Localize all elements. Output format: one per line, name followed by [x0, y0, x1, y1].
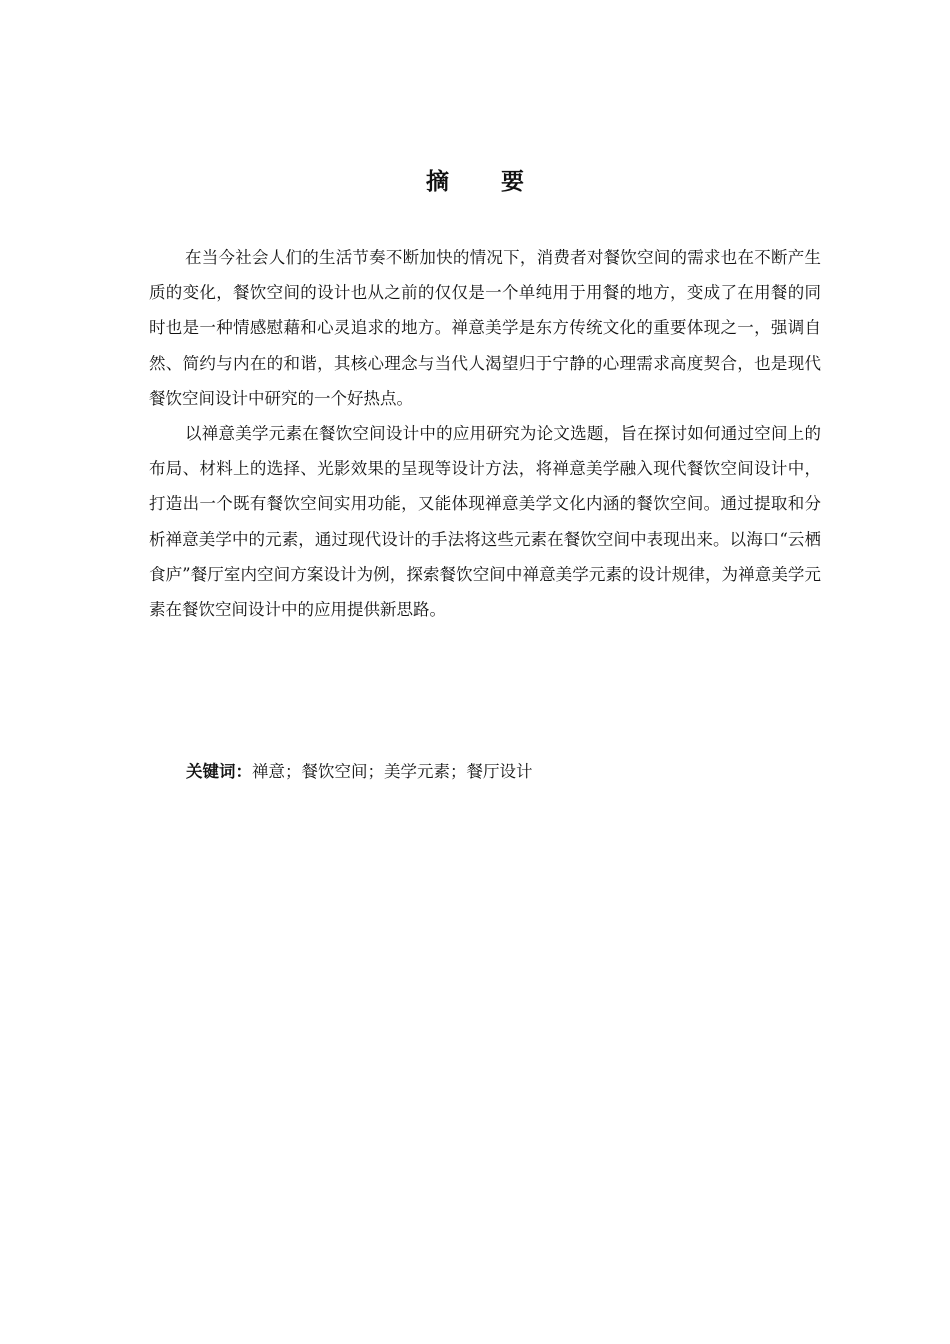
- abstract-body: [149, 240, 821, 627]
- abstract-paragraph-2: 以禅意美学元素在餐饮空间设计中的应用研究为论文选题，旨在探讨如何通过空间上的布局、材料上的选择、光影效果的呈现等设计方法，将禅意美学融入现代餐饮空间设计中，打造出一个既有餐饮空间实用功能，又能体现禅意美学文化内涵的餐饮空间。通过提取和分析禅意美学中的元素，通过现代设计的手法将这些元素在餐饮空间中表现出来。以海口“云栖食庐”餐厅室内空间方案设计为例，探索餐饮空间中禅意美学元素的设计规律，为禅意美学元素在餐饮空间设计中的应用提供新思路。: [149, 424, 821, 620]
- keywords-list: 禅意；餐饮空间；美学元素；餐厅设计: [252, 762, 533, 781]
- keywords-label: 关键词：: [186, 762, 252, 781]
- abstract-paragraph-1: 在当今社会人们的生活节奏不断加快的情况下，消费者对餐饮空间的需求也在不断产生质的变化，餐饮空间的设计也从之前的仅仅是一个单纯用于用餐的地方，变成了在用餐的同时也是一种情感慰藉和心灵追求的地方。禅意美学是东方传统文化的重要体现之一，强调自然、简约与内在的和谐，其核心理念与当代人渴望归于宁静的心理需求高度契合，也是现代餐饮空间设计中研究的一个好热点。: [149, 248, 821, 408]
- abstract-title: 摘 要: [425, 169, 546, 195]
- keywords-line: [186, 760, 826, 784]
